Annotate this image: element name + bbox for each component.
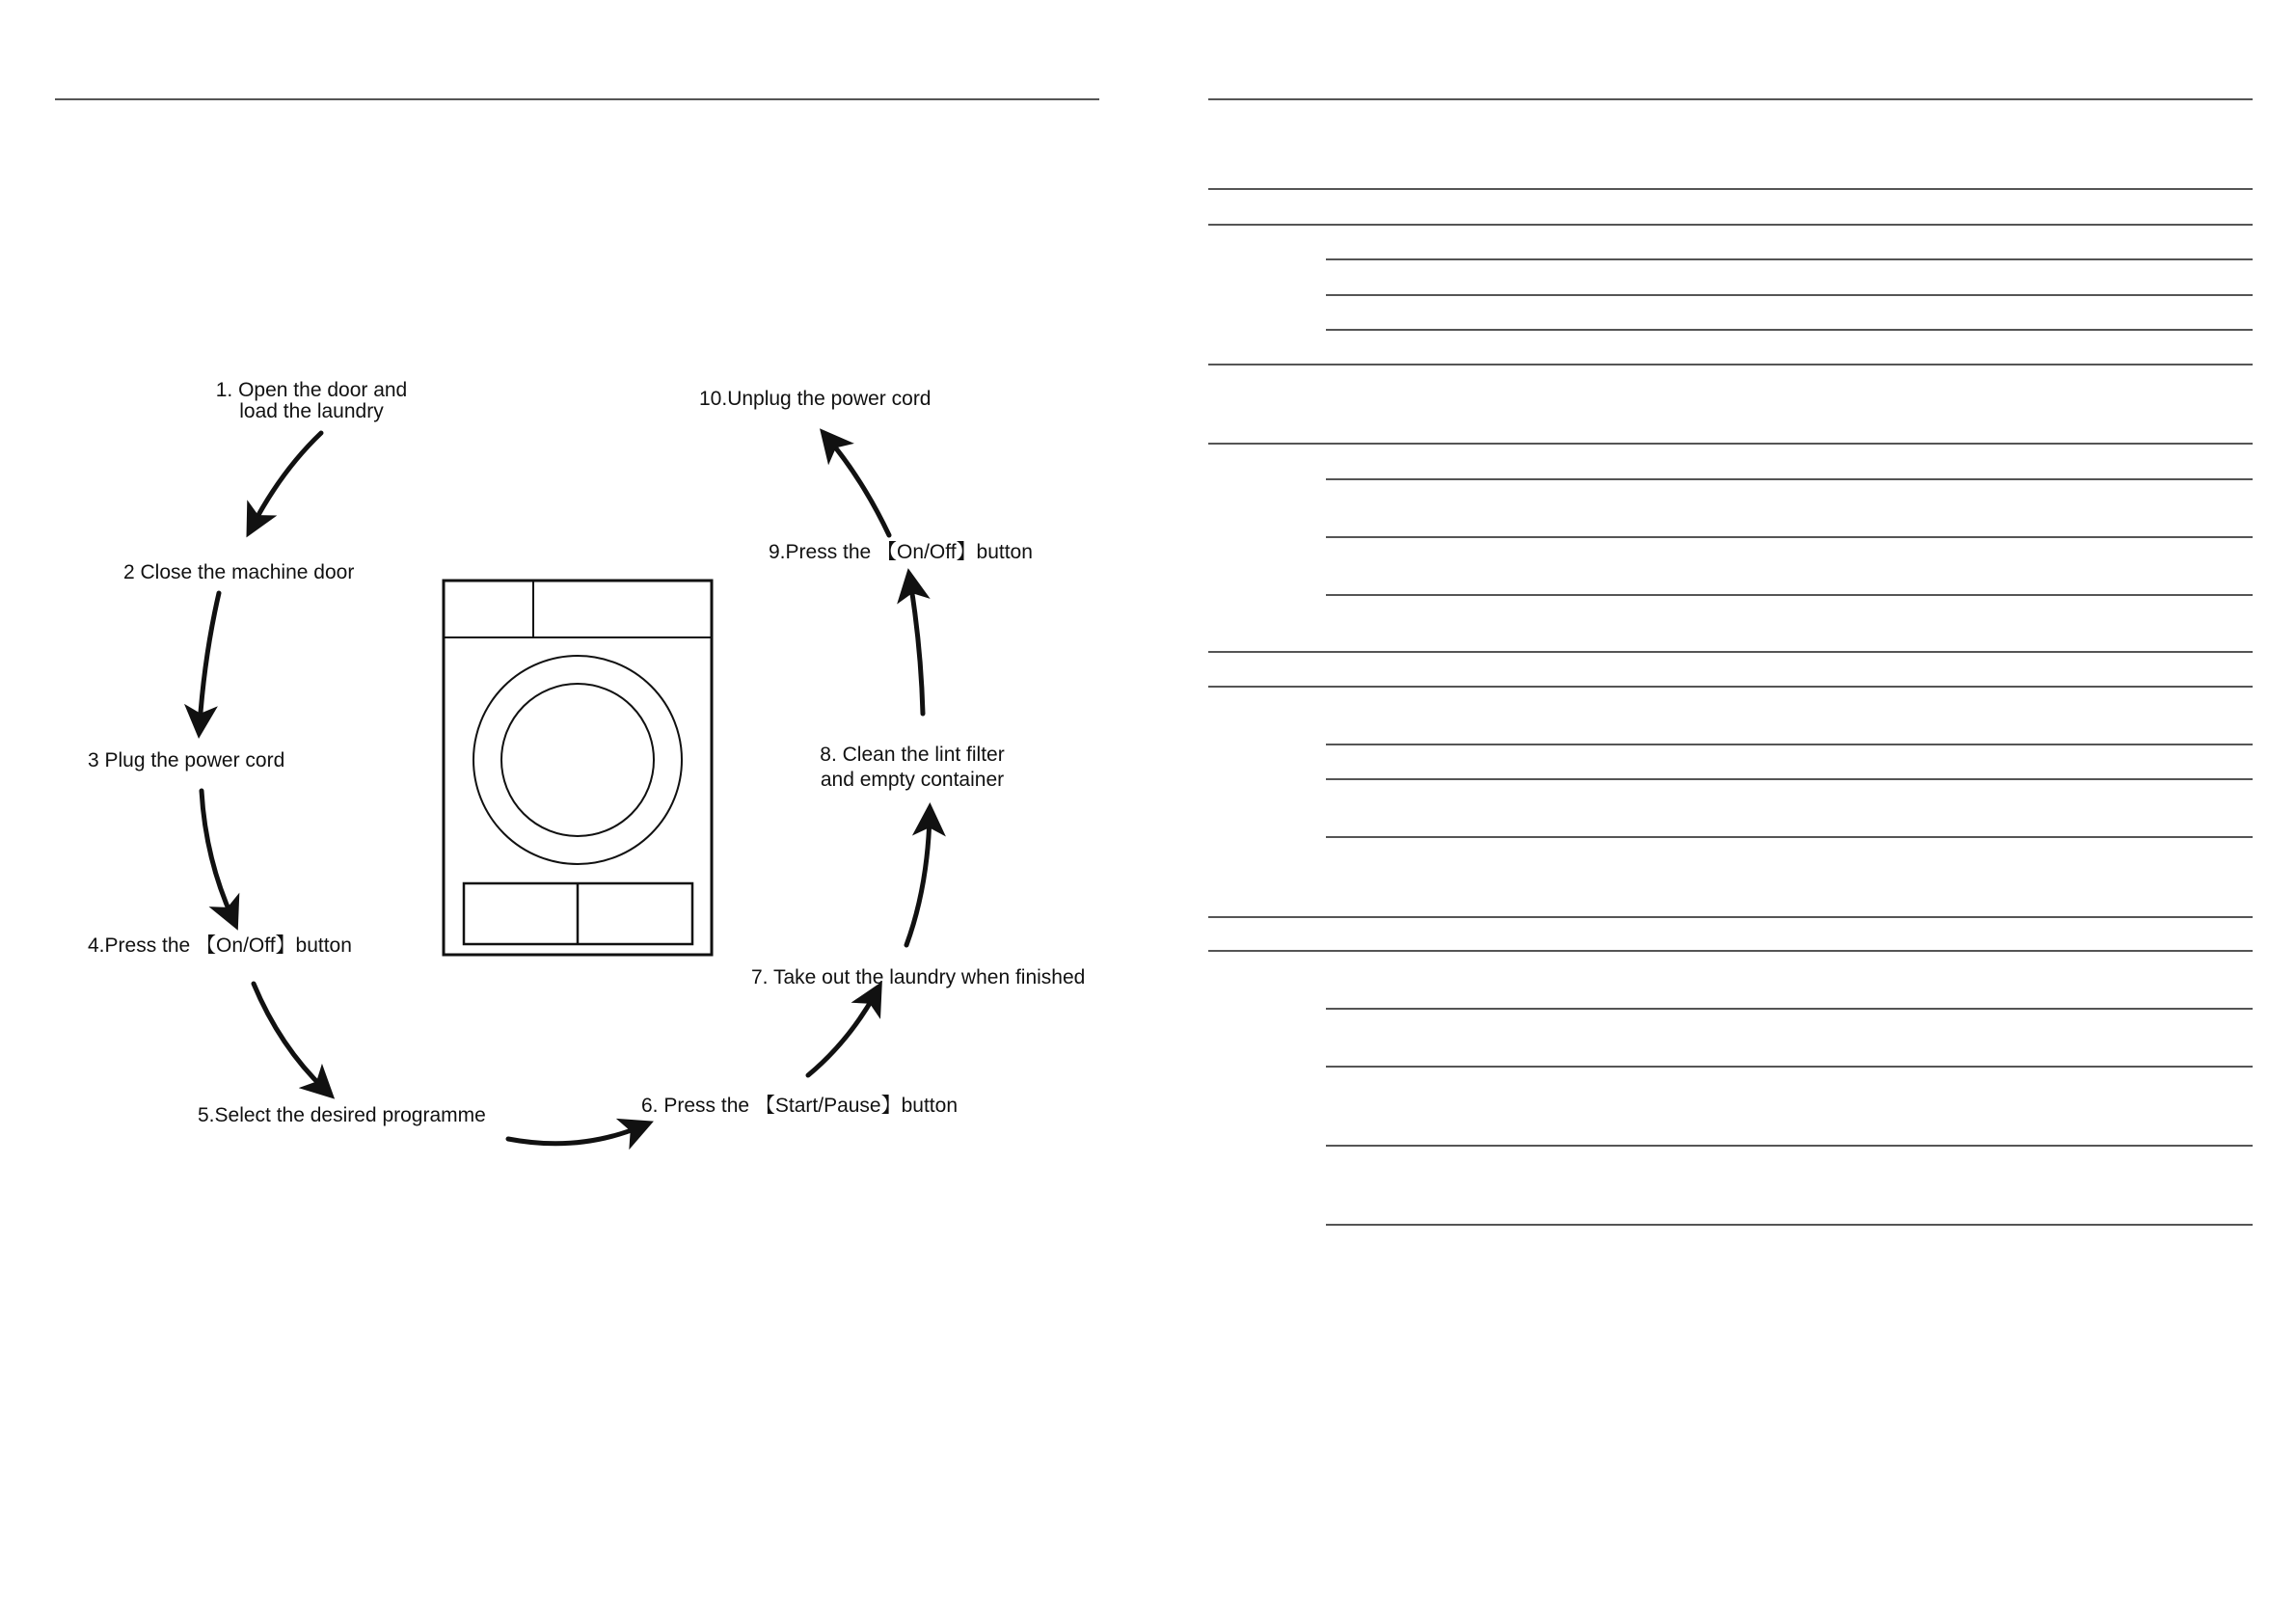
arrow-2-to-3 bbox=[200, 593, 219, 725]
table-rule bbox=[1326, 1145, 2253, 1147]
arrow-9-to-10 bbox=[828, 439, 889, 535]
step-1-label: 1. Open the door and bbox=[215, 379, 408, 401]
step-5-label: 5.Select the desired programme bbox=[198, 1104, 486, 1126]
step-9-label: 9.Press the 【On/Off】button bbox=[769, 541, 1033, 563]
table-rule bbox=[1208, 188, 2253, 190]
table-rule bbox=[1326, 258, 2253, 260]
step-3-label: 3 Plug the power cord bbox=[88, 749, 285, 771]
arrow-3-to-4 bbox=[202, 791, 232, 918]
step-8-label-line2: and empty container bbox=[820, 769, 1005, 791]
table-rule bbox=[1326, 594, 2253, 596]
table-rule bbox=[1326, 294, 2253, 296]
table-rule bbox=[1208, 916, 2253, 918]
table-rule bbox=[1208, 686, 2253, 688]
table-rule bbox=[1326, 836, 2253, 838]
operation-cycle-diagram bbox=[0, 0, 1157, 1254]
arrow-8-to-9 bbox=[910, 582, 923, 714]
table-rule bbox=[1326, 478, 2253, 480]
table-rule bbox=[1326, 744, 2253, 745]
table-rule bbox=[1208, 364, 2253, 365]
table-rule bbox=[1208, 443, 2253, 445]
table-rule bbox=[1326, 536, 2253, 538]
table-rule bbox=[1208, 98, 2253, 100]
arrow-5-to-6 bbox=[508, 1126, 641, 1144]
step-6-label: 6. Press the 【Start/Pause】button bbox=[641, 1095, 959, 1117]
table-rule bbox=[1208, 950, 2253, 952]
arrow-1-to-2 bbox=[253, 433, 321, 526]
table-rule bbox=[1326, 1224, 2253, 1226]
step-2-label: 2 Close the machine door bbox=[123, 561, 355, 583]
tumble-dryer-icon bbox=[444, 581, 712, 955]
table-rule bbox=[1326, 778, 2253, 780]
step-7-label: 7. Take out the laundry when finished bbox=[751, 966, 1086, 988]
arrow-7-to-8 bbox=[906, 816, 930, 945]
table-rule bbox=[1326, 329, 2253, 331]
arrow-6-to-7 bbox=[808, 993, 876, 1075]
table-rule bbox=[1208, 224, 2253, 226]
step-1-label-line2: load the laundry bbox=[239, 400, 384, 422]
table-rule bbox=[1326, 1008, 2253, 1010]
table-rule bbox=[1208, 651, 2253, 653]
step-10-label: 10.Unplug the power cord bbox=[699, 388, 932, 410]
arrow-4-to-5 bbox=[254, 984, 325, 1090]
step-4-label: 4.Press the 【On/Off】button bbox=[88, 934, 352, 957]
step-8-label: 8. Clean the lint filter bbox=[820, 744, 1005, 766]
table-rule bbox=[1326, 1066, 2253, 1068]
